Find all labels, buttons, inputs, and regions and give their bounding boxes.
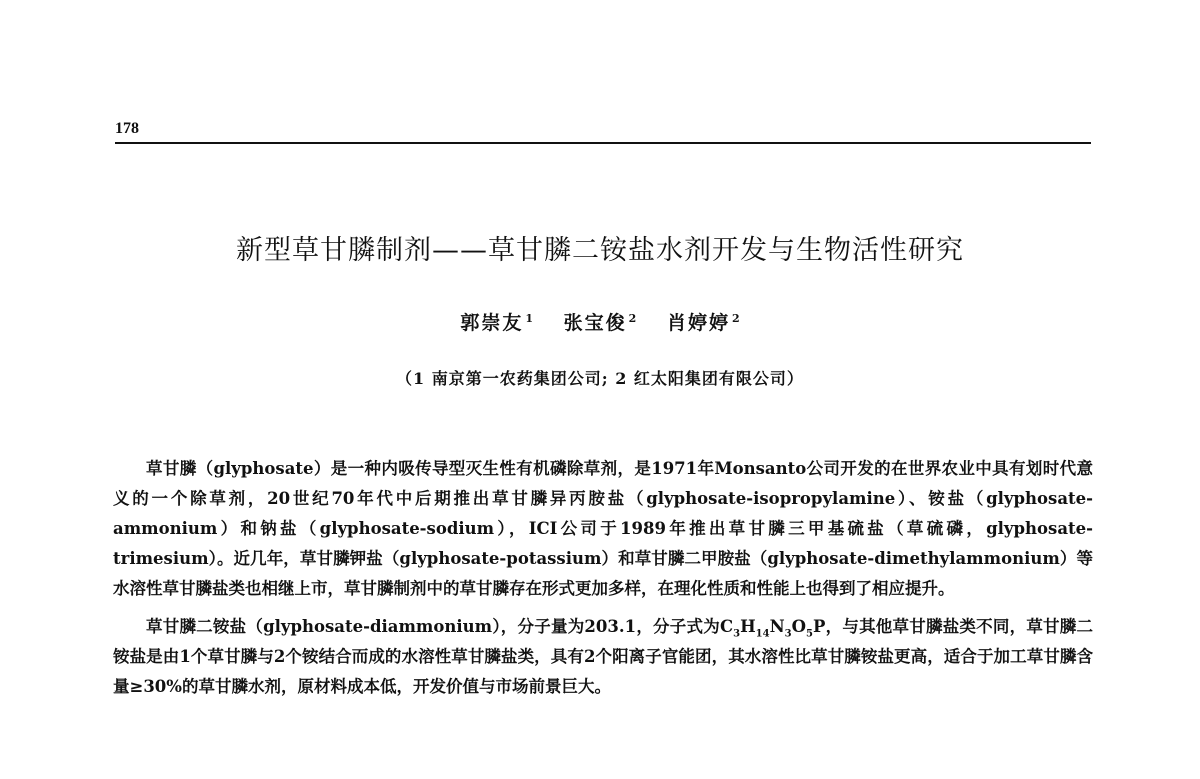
page-number: 178 bbox=[115, 120, 139, 137]
affiliation-line: （1 南京第一农药集团公司; 2 红太阳集团有限公司） bbox=[396, 369, 804, 388]
header-rule bbox=[115, 142, 1091, 144]
author-name: 肖婷婷 bbox=[666, 312, 730, 334]
formula-subscript: 5 bbox=[806, 628, 813, 640]
formula-element: C bbox=[719, 617, 734, 636]
formula-subscript: 3 bbox=[784, 628, 792, 640]
author bbox=[667, 308, 740, 335]
formula-subscript: 14 bbox=[755, 628, 770, 640]
article-title: 新型草甘膦制剂——草甘膦二铵盐水剂开发与生物活性研究 bbox=[236, 235, 964, 266]
article-body bbox=[113, 454, 1093, 710]
molecular-formula bbox=[719, 617, 826, 640]
author bbox=[460, 308, 533, 335]
author bbox=[564, 308, 637, 335]
author-affiliation-mark: 2 bbox=[731, 311, 740, 325]
paragraph-text: 草甘膦二铵盐（glyphosate-diammonium），分子量为203.1，分子式为 bbox=[146, 617, 720, 636]
author-affiliation-mark: 1 bbox=[525, 311, 534, 325]
author-name: 张宝俊 bbox=[563, 312, 627, 334]
paragraph: 草甘膦（glyphosate）是一种内吸传导型灭生性有机磷除草剂，是1971年Monsanto公司开发的在世界农业中具有划时代意义的一个除草剂，20世纪70年代中后期推出草甘膦异丙胺盐（glyphosate-isopropylamine）、铵盐（glyphosate-ammonium）和钠盐（glyphosate-sodium），ICI公司于1989年推出草甘膦三甲基硫盐（草硫磷，glyphosate-trimesium）。近几年，草甘膦钾盐（glyphosate-potassium）和草甘膦二甲胺盐（glyphosate-dimethylammonium）等水溶性草甘膦盐类也相继上市，草甘膦制剂中的草甘膦存在形式更加多样，在理化性质和性能上也得到了相应提升。 bbox=[113, 459, 1093, 598]
formula-element: P bbox=[812, 617, 826, 636]
formula-element: H bbox=[740, 617, 756, 636]
paragraph bbox=[113, 612, 1093, 702]
formula-element: O bbox=[791, 617, 807, 636]
formula-subscript: 3 bbox=[733, 628, 741, 640]
author-list bbox=[0, 308, 1200, 335]
author-name: 郭崇友 bbox=[460, 312, 524, 334]
paragraph-text: ，与其他草甘膦盐类不同，草甘膦二铵盐是由1个草甘膦与2个铵结合而成的水溶性草甘膦盐类，具有2个阳离子官能团，其水溶性比草甘膦铵盐更高，适合于加工草甘膦含量≥30%的草甘膦水剂，原材料成本低，开发价值与市场前景巨大。 bbox=[113, 617, 1094, 696]
author-affiliation-mark: 2 bbox=[628, 311, 637, 325]
formula-element: N bbox=[769, 617, 785, 636]
